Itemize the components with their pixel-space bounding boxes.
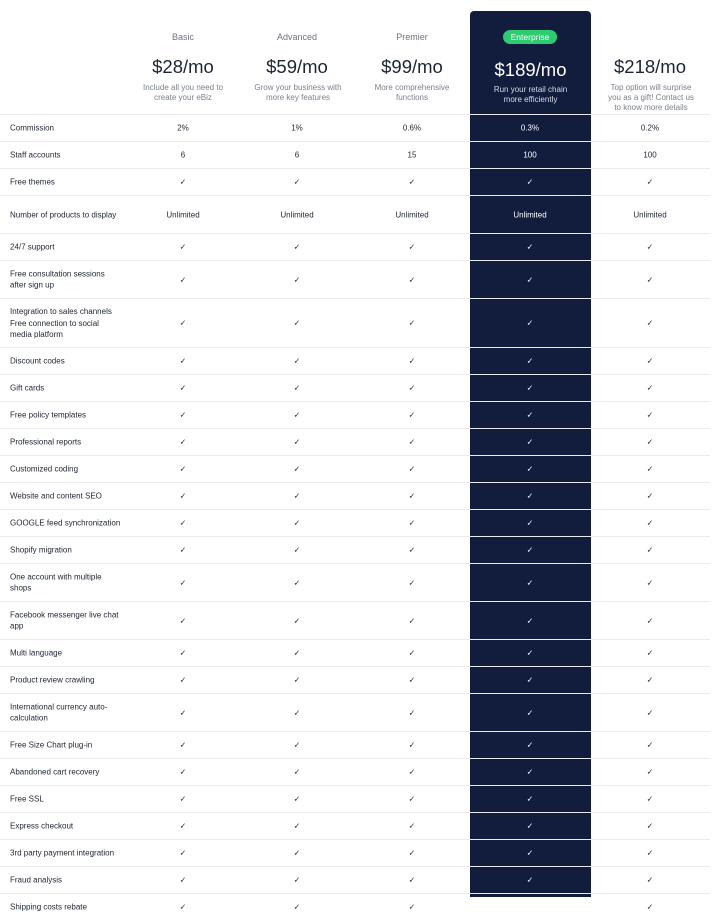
feature-label: Gift cards	[10, 383, 45, 393]
feature-row	[0, 482, 710, 509]
plan-name: Basic	[171, 32, 194, 42]
check-icon: ✓	[179, 383, 187, 393]
feature-label: 24/7 support	[10, 242, 55, 252]
feature-row	[0, 785, 710, 812]
check-icon: ✓	[179, 242, 187, 252]
check-icon: ✓	[646, 275, 654, 284]
check-icon: ✓	[526, 383, 534, 393]
check-icon: ✓	[526, 875, 534, 885]
check-icon: ✓	[526, 767, 534, 777]
check-icon: ✓	[408, 518, 416, 528]
check-icon: ✓	[293, 578, 301, 587]
feature-value: 0.2%	[640, 123, 660, 133]
check-icon: ✓	[526, 794, 534, 804]
feature-row	[0, 233, 710, 260]
check-icon: ✓	[179, 675, 187, 685]
check-icon: ✓	[293, 545, 301, 555]
feature-label: Commission	[10, 123, 55, 133]
feature-label: Free policy templates	[10, 410, 87, 420]
feature-value: Unlimited	[166, 210, 200, 219]
check-icon: ✓	[179, 518, 187, 528]
check-icon: ✓	[179, 410, 187, 420]
feature-value: Unlimited	[513, 210, 547, 219]
check-icon: ✓	[179, 545, 187, 555]
feature-label: Customized coding	[10, 464, 79, 474]
feature-label: Product review crawling	[10, 675, 95, 685]
check-icon: ✓	[179, 848, 187, 858]
check-icon: ✓	[293, 794, 301, 804]
check-icon: ✓	[526, 177, 534, 187]
check-icon: ✓	[293, 848, 301, 858]
check-icon: ✓	[646, 708, 654, 717]
check-icon: ✓	[293, 242, 301, 252]
check-icon: ✓	[408, 875, 416, 885]
feature-value: Unlimited	[280, 210, 314, 219]
feature-row	[0, 536, 710, 563]
check-icon: ✓	[526, 318, 534, 328]
feature-value: 1%	[291, 123, 303, 133]
check-icon: ✓	[646, 794, 654, 804]
feature-row	[0, 455, 710, 482]
feature-value: 15	[407, 150, 417, 160]
check-icon: ✓	[526, 242, 534, 252]
check-icon: ✓	[408, 578, 416, 587]
feature-label: GOOGLE feed synchronization	[10, 518, 121, 528]
plans-header	[0, 0, 720, 116]
check-icon: ✓	[408, 275, 416, 284]
check-icon: ✓	[293, 437, 301, 447]
check-icon: ✓	[408, 902, 416, 912]
check-icon: ✓	[179, 318, 187, 328]
feature-value: 0.6%	[402, 123, 422, 133]
feature-row	[0, 195, 710, 233]
feature-row	[0, 601, 710, 639]
check-icon: ✓	[408, 356, 416, 366]
check-icon: ✓	[646, 545, 654, 555]
feature-value: 6	[294, 150, 300, 160]
check-icon: ✓	[408, 740, 416, 750]
check-icon: ✓	[646, 740, 654, 750]
plan-badge: Enterprise	[503, 30, 557, 44]
check-icon: ✓	[646, 356, 654, 366]
check-icon: ✓	[526, 848, 534, 858]
feature-value: Unlimited	[395, 210, 429, 219]
feature-label: Free consultation sessions after sign up	[10, 269, 105, 290]
feature-label: Website and content SEO	[10, 491, 102, 501]
check-icon: ✓	[526, 410, 534, 420]
check-icon: ✓	[526, 821, 534, 831]
check-icon: ✓	[179, 437, 187, 447]
feature-label: Integration to sales channels Free connection to social media platform	[10, 306, 112, 339]
feature-value: 100	[523, 150, 537, 160]
check-icon: ✓	[179, 767, 187, 777]
check-icon: ✓	[408, 794, 416, 804]
feature-label: International currency auto-calculation	[10, 702, 108, 723]
check-icon: ✓	[179, 794, 187, 804]
check-icon: ✓	[408, 383, 416, 393]
plan-name: Advanced	[276, 32, 318, 42]
check-icon: ✓	[408, 821, 416, 831]
check-icon: ✓	[408, 648, 416, 658]
check-icon: ✓	[408, 545, 416, 555]
plan-description: Grow your business with more key features	[254, 83, 342, 102]
check-icon: ✓	[293, 675, 301, 685]
check-icon: ✓	[293, 740, 301, 750]
feature-value: 100	[643, 150, 657, 160]
check-icon: ✓	[646, 410, 654, 420]
check-icon: ✓	[293, 708, 301, 717]
feature-row	[0, 563, 710, 601]
check-icon: ✓	[179, 821, 187, 831]
check-icon: ✓	[293, 410, 301, 420]
check-icon: ✓	[408, 242, 416, 252]
check-icon: ✓	[179, 491, 187, 501]
check-icon: ✓	[293, 518, 301, 528]
check-icon: ✓	[179, 902, 187, 912]
check-icon: ✓	[646, 616, 654, 625]
check-icon: ✓	[293, 275, 301, 284]
plan-price: $189/mo	[494, 59, 567, 80]
check-icon: ✓	[526, 437, 534, 447]
check-icon: ✓	[293, 464, 301, 474]
check-icon: ✓	[179, 275, 187, 284]
check-icon: ✓	[179, 875, 187, 885]
check-icon: ✓	[408, 848, 416, 858]
check-icon: ✓	[293, 821, 301, 831]
check-icon: ✓	[408, 410, 416, 420]
feature-row	[0, 666, 710, 693]
feature-row	[0, 866, 710, 893]
check-icon: ✓	[293, 648, 301, 658]
check-icon: ✓	[526, 464, 534, 474]
feature-row	[0, 893, 710, 920]
feature-row	[0, 347, 710, 374]
feature-row	[0, 168, 710, 195]
plan-price: $218/mo	[614, 56, 686, 77]
check-icon: ✓	[408, 675, 416, 685]
feature-row	[0, 374, 710, 401]
check-icon: ✓	[646, 491, 654, 501]
check-icon: ✓	[179, 648, 187, 658]
check-icon: ✓	[293, 902, 301, 912]
feature-row	[0, 509, 710, 536]
feature-label: One account with multiple shops	[10, 572, 102, 593]
check-icon: ✓	[526, 545, 534, 555]
feature-row	[0, 260, 710, 298]
feature-label: Express checkout	[10, 821, 74, 831]
feature-row	[0, 141, 710, 168]
check-icon: ✓	[646, 875, 654, 885]
check-icon: ✓	[526, 708, 534, 717]
feature-value: 2%	[177, 123, 189, 133]
plan-price: $99/mo	[381, 56, 443, 77]
feature-row	[0, 428, 710, 455]
check-icon: ✓	[646, 242, 654, 252]
feature-row	[0, 114, 710, 141]
feature-label: Abandoned cart recovery	[10, 767, 100, 777]
feature-label: Free SSL	[10, 794, 44, 804]
feature-value: 6	[180, 150, 186, 160]
check-icon: ✓	[293, 491, 301, 501]
plan-name: Premier	[396, 32, 428, 42]
plan-description: Run your retail chain more efficiently	[493, 85, 568, 104]
feature-row	[0, 298, 710, 347]
plan-description: Top option will surprise you as a gift! Contact us to know more details	[608, 83, 694, 112]
feature-label: Fraud analysis	[10, 875, 63, 885]
features-table	[0, 114, 710, 920]
check-icon: ✓	[646, 518, 654, 528]
check-icon: ✓	[646, 383, 654, 393]
check-icon: ✓	[646, 675, 654, 685]
feature-row	[0, 401, 710, 428]
plan-description: More comprehensive functions	[374, 83, 450, 102]
check-icon: ✓	[646, 848, 654, 858]
check-icon: ✓	[179, 708, 187, 717]
plan-price: $28/mo	[152, 56, 214, 77]
check-icon: ✓	[179, 177, 187, 187]
feature-label: Free Size Chart plug-in	[10, 740, 93, 750]
feature-row	[0, 693, 710, 731]
check-icon: ✓	[408, 767, 416, 777]
check-icon: ✓	[526, 675, 534, 685]
check-icon: ✓	[526, 518, 534, 528]
check-icon: ✓	[646, 177, 654, 187]
plan-price: $59/mo	[266, 56, 328, 77]
check-icon: ✓	[179, 740, 187, 750]
check-icon: ✓	[646, 767, 654, 777]
feature-row	[0, 639, 710, 666]
check-icon: ✓	[646, 821, 654, 831]
feature-label: Professional reports	[10, 437, 82, 447]
check-icon: ✓	[646, 437, 654, 447]
check-icon: ✓	[408, 491, 416, 501]
check-icon: ✓	[179, 616, 187, 625]
feature-label: Staff accounts	[10, 150, 61, 160]
feature-row	[0, 812, 710, 839]
check-icon: ✓	[408, 464, 416, 474]
check-icon: ✓	[526, 902, 534, 912]
check-icon: ✓	[526, 616, 534, 625]
feature-row	[0, 839, 710, 866]
check-icon: ✓	[526, 275, 534, 284]
check-icon: ✓	[646, 902, 654, 912]
feature-label: Discount codes	[10, 356, 65, 366]
check-icon: ✓	[293, 875, 301, 885]
feature-label: Number of products to display	[10, 209, 117, 219]
feature-label: Shipping costs rebate	[10, 902, 87, 912]
check-icon: ✓	[179, 356, 187, 366]
check-icon: ✓	[408, 437, 416, 447]
check-icon: ✓	[293, 616, 301, 625]
check-icon: ✓	[646, 578, 654, 587]
feature-label: Facebook messenger live chat app	[10, 610, 119, 631]
plan-description: Include all you need to create your eBiz	[142, 83, 224, 102]
feature-label: Shopify migration	[10, 545, 72, 555]
feature-value: 0.3%	[520, 123, 540, 133]
check-icon: ✓	[408, 708, 416, 717]
check-icon: ✓	[526, 356, 534, 366]
check-icon: ✓	[526, 491, 534, 501]
check-icon: ✓	[526, 578, 534, 587]
check-icon: ✓	[179, 464, 187, 474]
check-icon: ✓	[646, 648, 654, 658]
feature-row	[0, 731, 710, 758]
feature-label: Free themes	[10, 177, 55, 187]
check-icon: ✓	[293, 177, 301, 187]
check-icon: ✓	[646, 464, 654, 474]
check-icon: ✓	[179, 578, 187, 587]
check-icon: ✓	[646, 318, 654, 328]
feature-label: Multi language	[10, 648, 63, 658]
feature-value: Unlimited	[633, 210, 667, 219]
check-icon: ✓	[408, 177, 416, 187]
check-icon: ✓	[293, 356, 301, 366]
check-icon: ✓	[293, 767, 301, 777]
check-icon: ✓	[408, 616, 416, 625]
feature-label: 3rd party payment integration	[10, 848, 115, 858]
check-icon: ✓	[408, 318, 416, 328]
check-icon: ✓	[293, 318, 301, 328]
check-icon: ✓	[293, 383, 301, 393]
feature-row	[0, 758, 710, 785]
check-icon: ✓	[526, 740, 534, 750]
check-icon: ✓	[526, 648, 534, 658]
